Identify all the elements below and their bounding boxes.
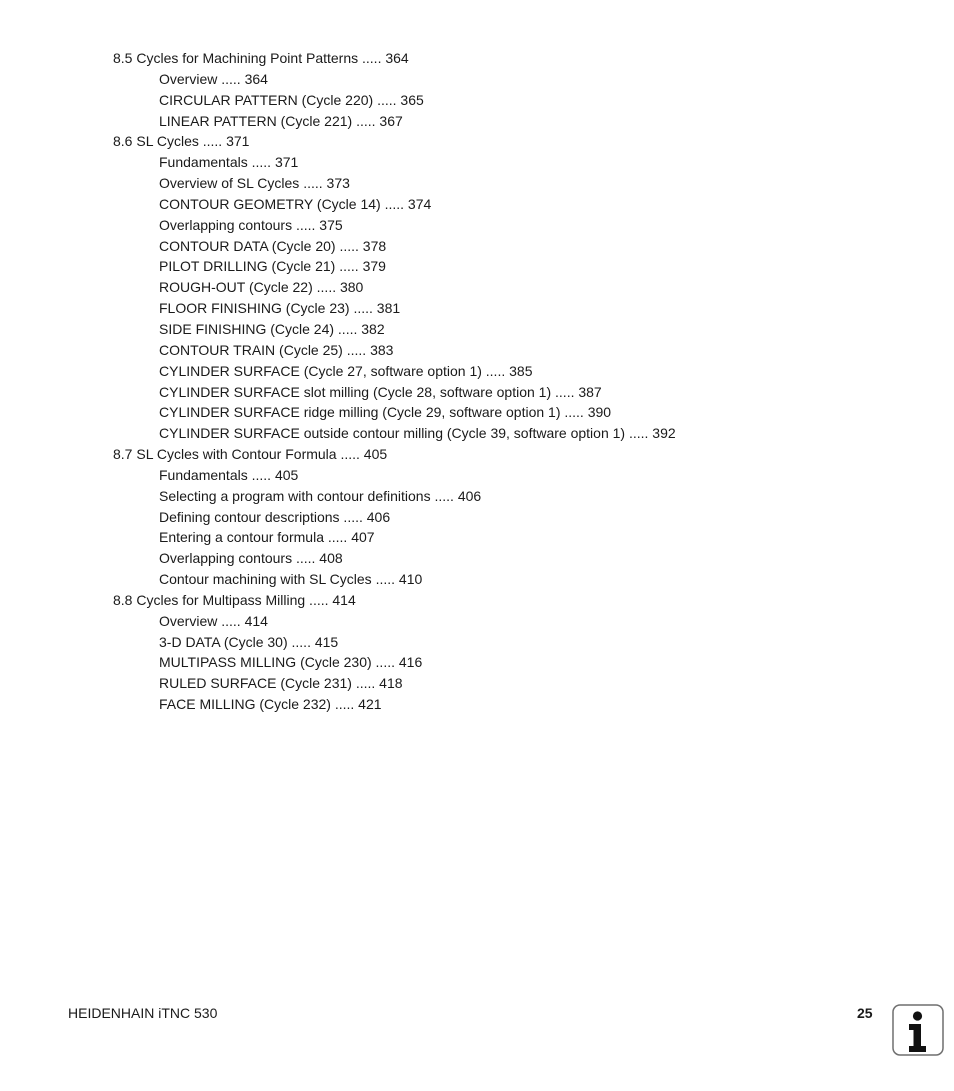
toc-item[interactable]: Fundamentals ..... 405 xyxy=(159,466,299,483)
toc-heading[interactable]: 8.7 SL Cycles with Contour Formula ..... 405 xyxy=(113,446,388,463)
toc-item[interactable]: SIDE FINISHING (Cycle 24) ..... 382 xyxy=(159,320,385,337)
footer-title: HEIDENHAIN iTNC 530 xyxy=(68,1005,218,1021)
toc-item[interactable]: 3-D DATA (Cycle 30) ..... 415 xyxy=(159,633,339,650)
toc-item[interactable]: CONTOUR TRAIN (Cycle 25) ..... 383 xyxy=(159,341,394,358)
toc-heading[interactable]: 8.8 Cycles for Multipass Milling ..... 414 xyxy=(113,591,356,608)
toc-section-8-6 xyxy=(0,131,954,444)
toc-item[interactable]: PILOT DRILLING (Cycle 21) ..... 379 xyxy=(159,258,386,275)
toc-item[interactable]: FACE MILLING (Cycle 232) ..... 421 xyxy=(159,696,382,713)
toc-item[interactable]: Overview ..... 414 xyxy=(159,612,268,629)
toc-item[interactable]: Contour machining with SL Cycles ..... 410 xyxy=(159,571,423,588)
toc-item[interactable]: CYLINDER SURFACE slot milling (Cycle 28, software option 1) ..... 387 xyxy=(159,383,602,400)
toc-item[interactable]: Fundamentals ..... 371 xyxy=(159,154,299,171)
toc-item[interactable]: FLOOR FINISHING (Cycle 23) ..... 381 xyxy=(159,300,401,317)
toc-item[interactable]: Selecting a program with contour definitions ..... 406 xyxy=(159,487,482,504)
toc-item[interactable]: Overlapping contours ..... 408 xyxy=(159,550,343,567)
toc-item[interactable]: Defining contour descriptions ..... 406 xyxy=(159,508,391,525)
toc-heading[interactable]: 8.6 SL Cycles ..... 371 xyxy=(113,133,250,150)
toc-item[interactable]: Overlapping contours ..... 375 xyxy=(159,216,343,233)
toc-item[interactable]: CIRCULAR PATTERN (Cycle 220) ..... 365 xyxy=(159,91,424,108)
toc-section-8-5 xyxy=(0,48,954,131)
toc-section-8-8 xyxy=(0,590,954,715)
toc-item[interactable]: CYLINDER SURFACE outside contour milling (Cycle 39, software option 1) ..... 392 xyxy=(159,425,676,442)
toc-item[interactable]: RULED SURFACE (Cycle 231) ..... 418 xyxy=(159,675,403,692)
toc-item[interactable]: CYLINDER SURFACE ridge milling (Cycle 29, software option 1) ..... 390 xyxy=(159,404,612,421)
toc-heading[interactable]: 8.5 Cycles for Machining Point Patterns ..... 364 xyxy=(113,50,409,66)
toc-item[interactable]: LINEAR PATTERN (Cycle 221) ..... 367 xyxy=(159,112,403,129)
page-number: 25 xyxy=(857,1005,873,1021)
toc-item[interactable]: CYLINDER SURFACE (Cycle 27, software option 1) ..... 385 xyxy=(159,362,533,379)
toc-item[interactable]: MULTIPASS MILLING (Cycle 230) ..... 416 xyxy=(159,654,423,671)
toc-item[interactable]: CONTOUR GEOMETRY (Cycle 14) ..... 374 xyxy=(159,195,432,212)
toc-item[interactable]: Overview of SL Cycles ..... 373 xyxy=(159,175,350,192)
table-of-contents xyxy=(0,48,954,715)
toc-section-8-7 xyxy=(0,444,954,590)
info-icon xyxy=(892,1004,944,1056)
toc-item[interactable]: ROUGH-OUT (Cycle 22) ..... 380 xyxy=(159,279,364,296)
toc-item[interactable]: CONTOUR DATA (Cycle 20) ..... 378 xyxy=(159,237,387,254)
toc-item[interactable]: Entering a contour formula ..... 407 xyxy=(159,529,375,546)
toc-item[interactable]: Overview ..... 364 xyxy=(159,70,268,87)
